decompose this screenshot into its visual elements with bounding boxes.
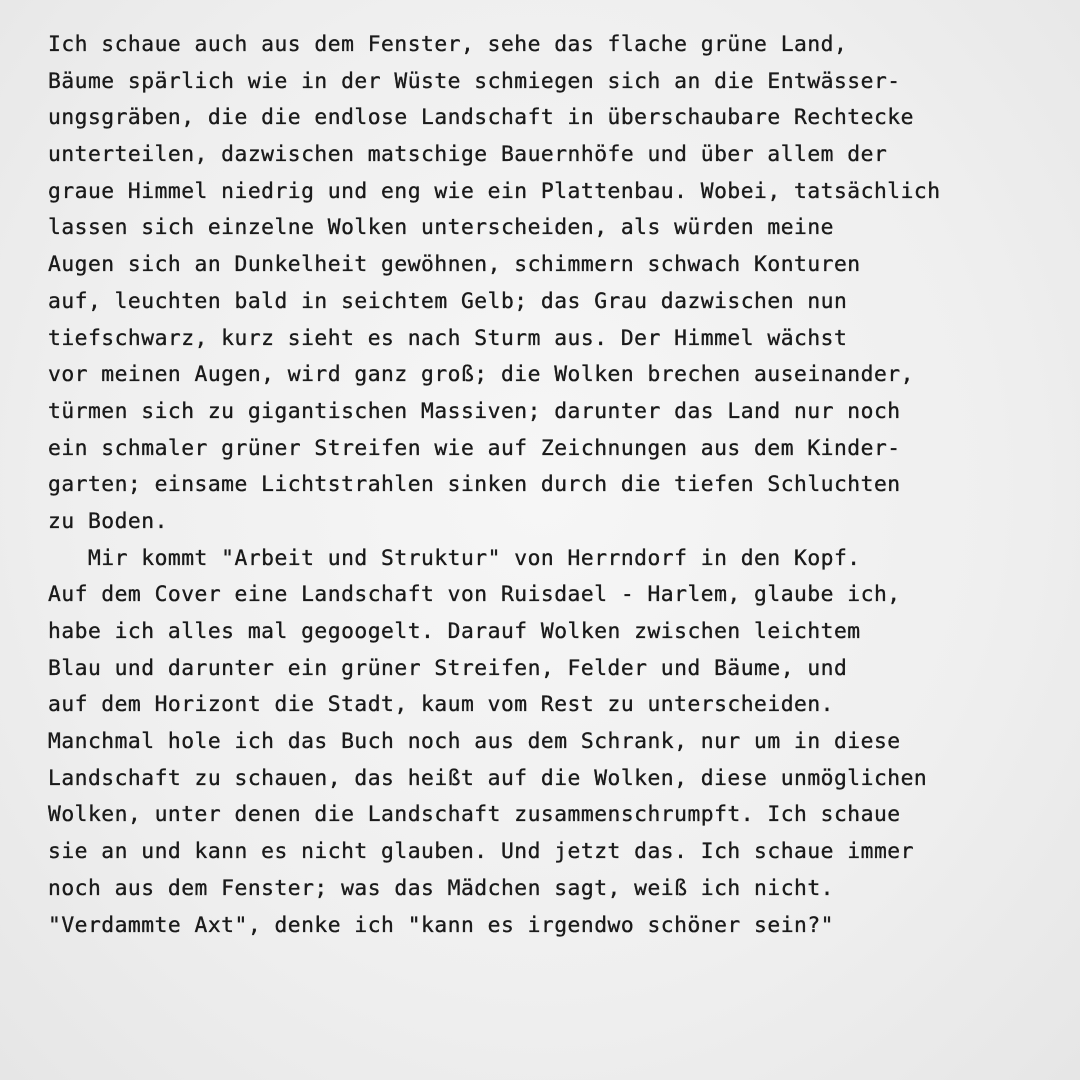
text-line: türmen sich zu gigantischen Massiven; darunter das Land nur noch [48, 398, 901, 424]
text-line: Manchmal hole ich das Buch noch aus dem Schrank, nur um in diese [48, 729, 901, 755]
text-line: noch aus dem Fenster; was das Mädchen sagt, weiß ich nicht. [48, 875, 834, 901]
text-line: graue Himmel niedrig und eng wie ein Plattenbau. Wobei, tatsächlich [48, 178, 941, 204]
text-line: zu Boden. [48, 508, 168, 534]
text-line: auf, leuchten bald in seichtem Gelb; das Grau dazwischen nun [48, 288, 848, 314]
typewritten-text [48, 27, 1068, 944]
text-line: Wolken, unter denen die Landschaft zusammenschrumpft. Ich schaue [48, 802, 901, 828]
text-line: "Verdammte Axt", denke ich "kann es irgendwo schöner sein?" [48, 912, 834, 938]
text-line: Bäume spärlich wie in der Wüste schmiegen sich an die Entwässer- [48, 68, 901, 94]
text-line: ungsgräben, die die endlose Landschaft in überschaubare Rechtecke [48, 105, 914, 131]
paragraph-1 [48, 27, 1068, 541]
text-line: unterteilen, dazwischen matschige Bauernhöfe und über allem der [48, 142, 888, 168]
paragraph-2 [48, 541, 1068, 945]
text-line: Landschaft zu schauen, das heißt auf die Wolken, diese unmöglichen [48, 765, 928, 791]
text-line: tiefschwarz, kurz sieht es nach Sturm aus. Der Himmel wächst [48, 325, 848, 351]
text-line: ein schmaler grüner Streifen wie auf Zeichnungen aus dem Kinder- [48, 435, 901, 461]
text-line: Auf dem Cover eine Landschaft von Ruisdael - Harlem, glaube ich, [48, 582, 901, 608]
text-line: garten; einsame Lichtstrahlen sinken durch die tiefen Schluchten [48, 472, 901, 498]
text-line: Ich schaue auch aus dem Fenster, sehe das flache grüne Land, [48, 32, 848, 57]
text-line: auf dem Horizont die Stadt, kaum vom Rest zu unterscheiden. [48, 692, 834, 718]
text-line: habe ich alles mal gegoogelt. Darauf Wolken zwischen leichtem [48, 619, 861, 644]
text-line: Mir kommt "Arbeit und Struktur" von Herrndorf in den Kopf. [48, 545, 861, 571]
text-line: vor meinen Augen, wird ganz groß; die Wolken brechen auseinander, [48, 362, 914, 388]
text-line: sie an und kann es nicht glauben. Und jetzt das. Ich schaue immer [48, 839, 914, 865]
text-line: lassen sich einzelne Wolken unterscheiden, als würden meine [48, 215, 834, 241]
text-line: Augen sich an Dunkelheit gewöhnen, schimmern schwach Konturen [48, 252, 861, 278]
text-line: Blau und darunter ein grüner Streifen, Felder und Bäume, und [48, 655, 848, 681]
